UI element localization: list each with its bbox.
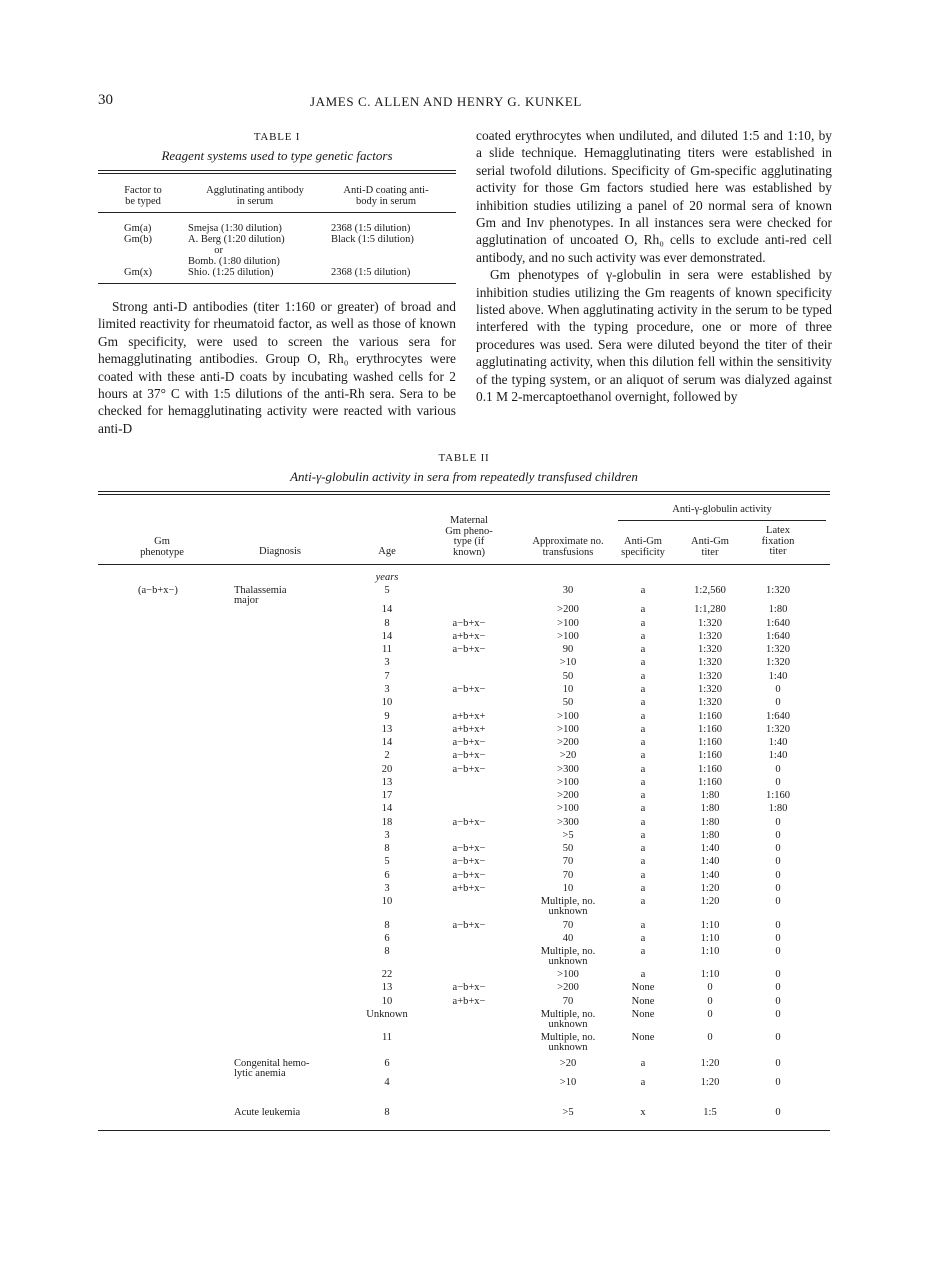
cell-age: 3: [384, 830, 390, 841]
cell-maternal-phenotype: a+b+x−: [452, 883, 486, 894]
cell-latex-titer: 1:320: [766, 657, 790, 668]
cell-transfusions: >200: [557, 982, 579, 993]
cell-latex-titer: 0: [775, 830, 781, 841]
cell-age: 8: [384, 1107, 390, 1118]
cell-age: 11: [381, 644, 393, 655]
cell-transfusions: 70: [562, 920, 574, 931]
cell-titer: 1:160: [698, 737, 722, 748]
cell-latex-titer: 0: [775, 1107, 781, 1118]
cell-specificity: a: [640, 843, 646, 854]
table1-header-agglutinating: Agglutinating antibody in serum: [206, 185, 304, 207]
cell-transfusions: >20: [559, 750, 577, 761]
cell-specificity: a: [640, 933, 646, 944]
right-column-text: [476, 127, 832, 406]
table1-top-rule-2: [98, 173, 456, 174]
cell-age: 3: [384, 684, 390, 695]
cell-transfusions: >300: [557, 764, 579, 775]
cell-age: 20: [381, 764, 393, 775]
cell-titer: 1:80: [700, 830, 720, 841]
cell-transfusions: >300: [557, 817, 579, 828]
cell-latex-titer: 0: [775, 777, 781, 788]
cell-age: 11: [381, 1032, 393, 1043]
cell-titer: 1:20: [700, 1058, 720, 1069]
cell-titer: 1:10: [700, 920, 720, 931]
cell-titer: 0: [707, 996, 713, 1007]
cell-titer: 1:160: [698, 777, 722, 788]
left-column-text: [98, 298, 456, 437]
table2-header-phenotype: Gm phenotype: [140, 536, 184, 558]
cell-titer: 1:40: [700, 843, 720, 854]
cell-titer: 1:20: [700, 1077, 720, 1088]
cell-age: 8: [384, 618, 390, 629]
right-paragraph-2: Gm phenotypes of γ-globulin in sera were established by inhibition studies utilizing the Gm reagents of known specificity listed above. When agglutinating activity in the serum to be typed interfered with the typing procedure, one or more of three procedures was used. Sera were diluted beyond the titer of their agglutinating activity, when this dilution fell within the sensitivity of the typing system, or an aliquot of serum was dialyzed against 0.1 M 2-mercaptoethanol overnight, followed by: [476, 267, 832, 405]
cell-latex-titer: 0: [775, 896, 781, 907]
cell-latex-titer: 0: [775, 920, 781, 931]
cell-age: 9: [384, 711, 390, 722]
cell-transfusions: >200: [557, 737, 579, 748]
table2-group-header: Anti-γ-globulin activity: [672, 504, 772, 515]
cell-titer: 1:5: [703, 1107, 717, 1118]
cell-transfusions: >10: [559, 657, 577, 668]
cell-specificity: a: [640, 777, 646, 788]
cell-age: 17: [381, 790, 393, 801]
cell-latex-titer: 0: [775, 1058, 781, 1069]
cell-age: 6: [384, 1058, 390, 1069]
table1-agglutinating-column: Smejsa (1:30 dilution) A. Berg (1:20 dilution) or Bomb. (1:80 dilution) Shio. (1:25 dilution): [188, 223, 285, 278]
cell-age: 14: [381, 803, 393, 814]
cell-titer: 1:40: [700, 870, 720, 881]
cell-titer: 1:80: [700, 790, 720, 801]
cell-latex-titer: 0: [775, 1009, 781, 1020]
cell-transfusions: 30: [562, 585, 574, 596]
cell-specificity: a: [640, 883, 646, 894]
table2-header-titer: Anti-Gm titer: [691, 536, 729, 558]
table1-header-factor: Factor to be typed: [124, 185, 162, 207]
table2-caption: Anti-γ-globulin activity in sera from repeatedly transfused children: [290, 469, 638, 484]
cell-age: 10: [381, 896, 393, 907]
cell-maternal-phenotype: a+b+x−: [452, 631, 486, 642]
cell-titer: 0: [707, 982, 713, 993]
table2-header-specificity: Anti-Gm specificity: [621, 536, 665, 558]
cell-latex-titer: 0: [775, 684, 781, 695]
cell-latex-titer: 0: [775, 856, 781, 867]
cell-transfusions: Multiple, no. unknown: [540, 946, 596, 967]
cell-latex-titer: 1:640: [766, 711, 790, 722]
cell-transfusions: >100: [557, 777, 579, 788]
cell-specificity: a: [640, 830, 646, 841]
table2-header-age: Age: [378, 546, 396, 557]
cell-age: 13: [381, 982, 393, 993]
cell-titer: 1:320: [698, 618, 722, 629]
cell-transfusions: 10: [562, 883, 574, 894]
cell-maternal-phenotype: a−b+x−: [452, 982, 486, 993]
cell-latex-titer: 1:320: [766, 585, 790, 596]
cell-transfusions: >10: [559, 1077, 577, 1088]
table2-title: TABLE II: [438, 452, 490, 464]
cell-specificity: a: [640, 790, 646, 801]
cell-latex-titer: 0: [775, 969, 781, 980]
cell-specificity: a: [640, 697, 646, 708]
cell-maternal-phenotype: a−b+x−: [452, 750, 486, 761]
cell-latex-titer: 1:320: [766, 724, 790, 735]
cell-specificity: a: [640, 724, 646, 735]
cell-specificity: None: [631, 996, 655, 1007]
cell-specificity: None: [631, 1009, 655, 1020]
table2-header-rule: [98, 564, 830, 565]
cell-transfusions: 70: [562, 870, 574, 881]
cell-age: 4: [384, 1077, 390, 1088]
cell-specificity: a: [640, 946, 646, 957]
cell-transfusions: >100: [557, 803, 579, 814]
cell-transfusions: >200: [557, 790, 579, 801]
cell-titer: 1:320: [698, 644, 722, 655]
cell-transfusions: Multiple, no. unknown: [540, 1032, 596, 1053]
cell-titer: 1:10: [700, 946, 720, 957]
cell-age: 5: [384, 585, 390, 596]
cell-transfusions: >100: [557, 711, 579, 722]
cell-latex-titer: 1:80: [768, 803, 788, 814]
page-number: 30: [98, 92, 113, 108]
cell-age: 14: [381, 737, 393, 748]
cell-transfusions: 50: [562, 671, 574, 682]
cell-age: 3: [384, 657, 390, 668]
cell-specificity: a: [640, 1077, 646, 1088]
cell-transfusions: >20: [559, 1058, 577, 1069]
cell-age: 13: [381, 777, 393, 788]
cell-age: 7: [384, 671, 390, 682]
cell-age: 6: [384, 870, 390, 881]
cell-specificity: a: [640, 803, 646, 814]
cell-specificity: a: [640, 856, 646, 867]
cell-age: 8: [384, 920, 390, 931]
cell-age: 3: [384, 883, 390, 894]
cell-titer: 1:1,280: [694, 604, 726, 615]
table1-header-rule: [98, 212, 456, 213]
cell-maternal-phenotype: a−b+x−: [452, 644, 486, 655]
cell-age: 5: [384, 856, 390, 867]
cell-latex-titer: 1:40: [768, 671, 788, 682]
cell-specificity: x: [640, 1107, 646, 1118]
cell-transfusions: 10: [562, 684, 574, 695]
cell-titer: 1:160: [698, 764, 722, 775]
cell-maternal-phenotype: a−b+x−: [452, 618, 486, 629]
cell-titer: 1:80: [700, 817, 720, 828]
cell-titer: 1:10: [700, 933, 720, 944]
cell-latex-titer: 1:40: [768, 737, 788, 748]
cell-maternal-phenotype: a+b+x+: [452, 724, 486, 735]
cell-transfusions: 50: [562, 697, 574, 708]
cell-latex-titer: 0: [775, 817, 781, 828]
cell-specificity: a: [640, 737, 646, 748]
left-paragraph: Strong anti-D antibodies (titer 1:160 or greater) of broad and limited reactivity for rheumatoid factor, as well as those of known Gm specificity, were used to screen the various sera for hemagglutinating antibodies. Group O, Rh₀ erythrocytes were coated with these anti-D coats by incubating washed cells for 2 hours at 37° C with 1:5 dilutions of the anti-Rh sera. Sera to be checked for hemagglutinating activity were reacted with various anti-D: [98, 299, 456, 436]
cell-age: 2: [384, 750, 390, 761]
cell-latex-titer: 0: [775, 933, 781, 944]
cell-transfusions: 70: [562, 996, 574, 1007]
cell-latex-titer: 1:80: [768, 604, 788, 615]
table2-top-rule-2: [98, 494, 830, 495]
table1-top-rule: [98, 170, 456, 171]
cell-latex-titer: 1:40: [768, 750, 788, 761]
cell-age: 13: [381, 724, 393, 735]
cell-specificity: a: [640, 764, 646, 775]
cell-transfusions: 50: [562, 843, 574, 854]
cell-titer: 0: [707, 1009, 713, 1020]
cell-specificity: a: [640, 657, 646, 668]
table1-title: TABLE I: [253, 131, 301, 143]
cell-maternal-phenotype: a−b+x−: [452, 920, 486, 931]
cell-titer: 1:320: [698, 671, 722, 682]
cell-specificity: a: [640, 585, 646, 596]
table1-coating-column: 2368 (1:5 dilution) Black (1:5 dilution) 2368 (1:5 dilution): [331, 223, 414, 278]
cell-maternal-phenotype: a−b+x−: [452, 870, 486, 881]
cell-age: 10: [381, 996, 393, 1007]
cell-specificity: None: [631, 1032, 655, 1043]
table2-age-unit: years: [375, 572, 399, 583]
right-paragraph-1: coated erythrocytes when undiluted, and diluted 1:5 and 1:10, by a slide technique. Hemagglutinating titers were established in serial twofold dilutions. Specificity of Gm-specific agglutinating activity for those Gm factors studied here was established by inhibition studies utilizing a panel of 20 normal sera of known Gm and Inv phenotypes. In all instances sera were checked for agglutination of uncoated O, Rh₀ cells to exclude anti-red cell antibody, and no such activity was ever demonstrated.: [476, 128, 832, 265]
cell-titer: 1:40: [700, 856, 720, 867]
table2-diagnosis-hemolytic: Congenital hemo- lytic anemia: [234, 1058, 310, 1079]
table2-header-maternal: Maternal Gm pheno- type (if known): [445, 515, 493, 558]
cell-latex-titer: 0: [775, 1077, 781, 1088]
cell-latex-titer: 1:160: [766, 790, 790, 801]
cell-transfusions: >100: [557, 618, 579, 629]
table1-bottom-rule: [98, 283, 456, 284]
cell-maternal-phenotype: a−b+x−: [452, 684, 486, 695]
cell-latex-titer: 0: [775, 996, 781, 1007]
table1-caption: Reagent systems used to type genetic factors: [161, 148, 393, 163]
cell-titer: 1:20: [700, 896, 720, 907]
cell-specificity: a: [640, 684, 646, 695]
cell-maternal-phenotype: a−b+x−: [452, 843, 486, 854]
cell-specificity: a: [640, 671, 646, 682]
table1-factor-column: Gm(a) Gm(b) Gm(x): [124, 223, 152, 278]
cell-specificity: a: [640, 1058, 646, 1069]
cell-specificity: a: [640, 644, 646, 655]
cell-specificity: a: [640, 604, 646, 615]
cell-maternal-phenotype: a−b+x−: [452, 764, 486, 775]
cell-transfusions: 70: [562, 856, 574, 867]
cell-maternal-phenotype: a−b+x−: [452, 856, 486, 867]
cell-titer: 1:160: [698, 711, 722, 722]
cell-maternal-phenotype: a+b+x+: [452, 711, 486, 722]
cell-specificity: a: [640, 631, 646, 642]
cell-age: Unknown: [366, 1009, 408, 1020]
cell-transfusions: 90: [562, 644, 574, 655]
cell-age: 8: [384, 946, 390, 957]
cell-age: 10: [381, 697, 393, 708]
cell-latex-titer: 0: [775, 982, 781, 993]
cell-latex-titer: 0: [775, 946, 781, 957]
cell-age: 14: [381, 631, 393, 642]
cell-age: 18: [381, 817, 393, 828]
cell-titer: 1:80: [700, 803, 720, 814]
cell-titer: 1:20: [700, 883, 720, 894]
table2-diagnosis-leukemia: Acute leukemia: [234, 1107, 301, 1118]
cell-transfusions: >200: [557, 604, 579, 615]
cell-latex-titer: 0: [775, 697, 781, 708]
cell-specificity: a: [640, 896, 646, 907]
cell-titer: 1:160: [698, 750, 722, 761]
cell-maternal-phenotype: a−b+x−: [452, 817, 486, 828]
cell-latex-titer: 0: [775, 764, 781, 775]
cell-latex-titer: 1:640: [766, 618, 790, 629]
cell-transfusions: >100: [557, 969, 579, 980]
cell-latex-titer: 0: [775, 843, 781, 854]
cell-age: 22: [381, 969, 393, 980]
cell-titer: 1:320: [698, 657, 722, 668]
cell-transfusions: 40: [562, 933, 574, 944]
cell-titer: 1:160: [698, 724, 722, 735]
running-head: JAMES C. ALLEN AND HENRY G. KUNKEL: [310, 94, 582, 109]
cell-latex-titer: 0: [775, 883, 781, 894]
cell-transfusions: Multiple, no. unknown: [540, 1009, 596, 1030]
table2-diagnosis-thalassemia: Thalassemia major: [234, 585, 287, 606]
cell-titer: 1:2,560: [694, 585, 726, 596]
table2-header-diagnosis: Diagnosis: [259, 546, 301, 557]
table2-header-transfusions: Approximate no. transfusions: [532, 536, 604, 558]
cell-transfusions: >5: [562, 1107, 574, 1118]
table2-top-rule: [98, 491, 830, 492]
cell-titer: 1:320: [698, 684, 722, 695]
cell-specificity: a: [640, 817, 646, 828]
cell-titer: 1:320: [698, 631, 722, 642]
table1-header-coating: Anti-D coating anti- body in serum: [343, 185, 429, 207]
cell-transfusions: >5: [562, 830, 574, 841]
table2-group-rule: [618, 520, 826, 521]
cell-specificity: a: [640, 711, 646, 722]
cell-titer: 0: [707, 1032, 713, 1043]
cell-latex-titer: 1:320: [766, 644, 790, 655]
cell-latex-titer: 0: [775, 1032, 781, 1043]
cell-specificity: a: [640, 870, 646, 881]
table2-phenotype-value: (a−b+x−): [138, 585, 178, 596]
cell-age: 14: [381, 604, 393, 615]
cell-latex-titer: 0: [775, 870, 781, 881]
cell-specificity: a: [640, 969, 646, 980]
cell-maternal-phenotype: a−b+x−: [452, 737, 486, 748]
cell-specificity: a: [640, 750, 646, 761]
table2-header-latex: Latex fixation titer: [761, 525, 795, 557]
cell-age: 6: [384, 933, 390, 944]
cell-specificity: None: [631, 982, 655, 993]
cell-transfusions: >100: [557, 724, 579, 735]
cell-age: 8: [384, 843, 390, 854]
cell-specificity: a: [640, 618, 646, 629]
cell-latex-titer: 1:640: [766, 631, 790, 642]
table2-bottom-rule: [98, 1130, 830, 1131]
cell-maternal-phenotype: a+b+x−: [452, 996, 486, 1007]
cell-specificity: a: [640, 920, 646, 931]
cell-titer: 1:320: [698, 697, 722, 708]
cell-transfusions: >100: [557, 631, 579, 642]
cell-titer: 1:10: [700, 969, 720, 980]
cell-transfusions: Multiple, no. unknown: [540, 896, 596, 917]
